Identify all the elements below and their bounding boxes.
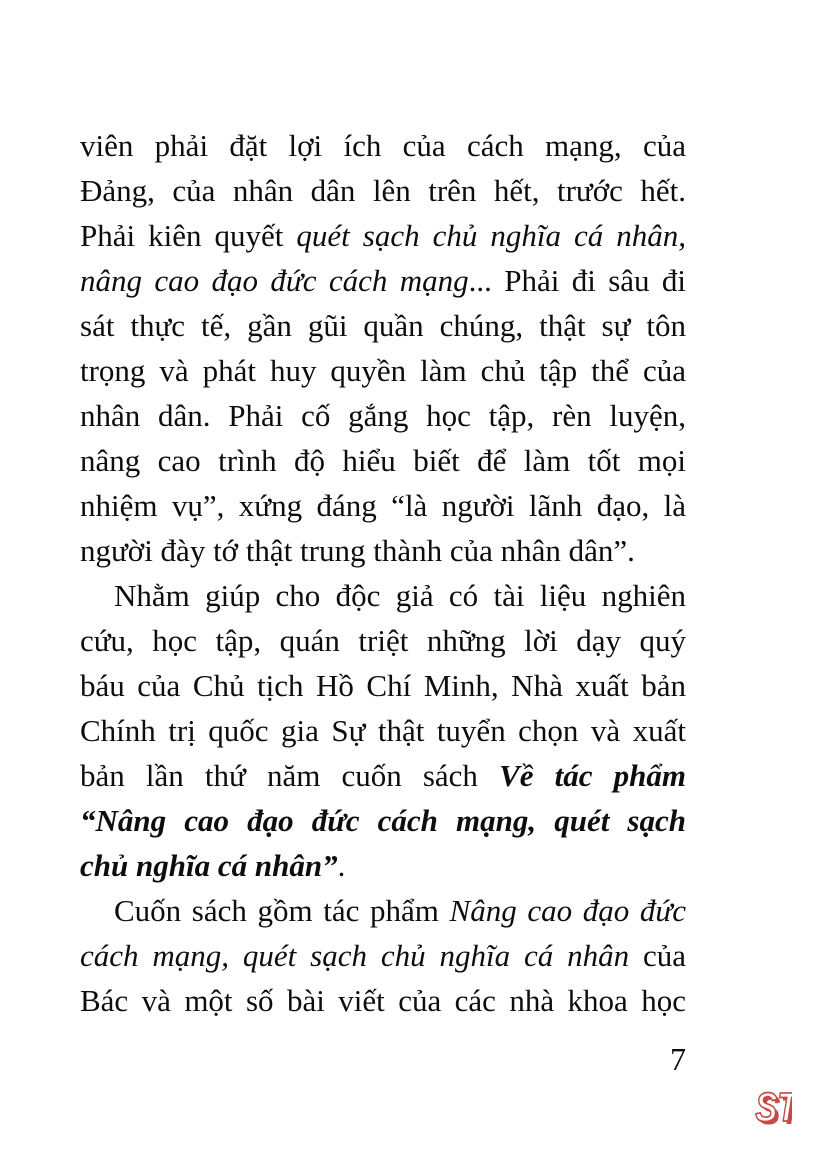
- body-text: Nhằm giúp cho độc giả có tài liệu nghiên: [114, 578, 686, 613]
- italic-text: nâng cao đạo đức cách mạng: [80, 263, 469, 298]
- body-text: Đảng, của nhân dân lên trên hết, trước hết.: [80, 173, 686, 208]
- body-text: nhân dân. Phải cố gắng học tập, rèn luyện,: [80, 398, 686, 433]
- body-text: sát thực tế, gần gũi quần chúng, thật sự tôn: [80, 308, 686, 343]
- text-line: [80, 753, 686, 798]
- text-line: [80, 303, 686, 348]
- body-text: viên phải đặt lợi ích của cách mạng, của: [80, 128, 686, 163]
- body-text: Bác và một số bài viết của các nhà khoa học: [80, 983, 686, 1018]
- text-line: [80, 978, 686, 1023]
- body-text: Phải kiên quyết: [80, 218, 297, 253]
- body-text: .: [337, 848, 346, 883]
- text-line: [80, 573, 686, 618]
- body-text: trọng và phát huy quyền làm chủ tập thể của: [80, 353, 686, 388]
- body-text: nâng cao trình độ hiểu biết để làm tốt mọi: [80, 443, 686, 478]
- italic-text: cách mạng, quét sạch chủ nghĩa cá nhân: [80, 938, 630, 973]
- text-line: [80, 393, 686, 438]
- st-logo-face-text: S: [755, 1083, 778, 1129]
- italic-text: Nâng cao đạo đức: [449, 893, 686, 928]
- body-text: người đày tớ thật trung thành của nhân dân”.: [80, 533, 635, 568]
- st-logo-icon: [752, 1083, 792, 1129]
- text-line: [80, 438, 686, 483]
- text-line: [80, 663, 686, 708]
- st-logo-shadow-text: S: [758, 1086, 781, 1129]
- text-line: [80, 708, 686, 753]
- text-line: [80, 258, 686, 303]
- body-text: cứu, học tập, quán triệt những lời dạy quý: [80, 623, 686, 658]
- body-text: Chính trị quốc gia Sự thật tuyển chọn và xuất: [80, 713, 686, 748]
- text-line: [80, 168, 686, 213]
- body-text: nhiệm vụ”, xứng đáng “là người lãnh đạo, là: [80, 488, 686, 523]
- text-line: [80, 213, 686, 258]
- text-line: [80, 483, 686, 528]
- bold-italic-text: chủ nghĩa cá nhân”: [80, 848, 338, 883]
- body-text: bản lần thứ năm cuốn sách: [80, 758, 500, 793]
- text-line: [80, 348, 686, 393]
- text-line: [80, 843, 686, 888]
- italic-text: quét sạch chủ nghĩa cá nhân,: [296, 218, 687, 253]
- bold-italic-text: Về tác phẩm: [499, 758, 686, 793]
- text-line: [80, 798, 686, 843]
- page-number: 7: [670, 1041, 686, 1077]
- text-line: [80, 123, 686, 168]
- body-text: báu của Chủ tịch Hồ Chí Minh, Nhà xuất bản: [80, 668, 686, 703]
- page-text: [80, 123, 686, 1023]
- text-line: [80, 528, 686, 573]
- text-line: [80, 618, 686, 663]
- body-text: Cuốn sách gồm tác phẩm: [114, 893, 450, 928]
- bold-italic-text: “Nâng cao đạo đức cách mạng, quét sạch: [80, 803, 686, 838]
- text-line: [80, 933, 686, 978]
- body-text: của: [629, 938, 686, 973]
- body-text: ... Phải đi sâu đi: [468, 263, 686, 298]
- publisher-logo: [752, 1083, 792, 1129]
- text-line: [80, 888, 686, 933]
